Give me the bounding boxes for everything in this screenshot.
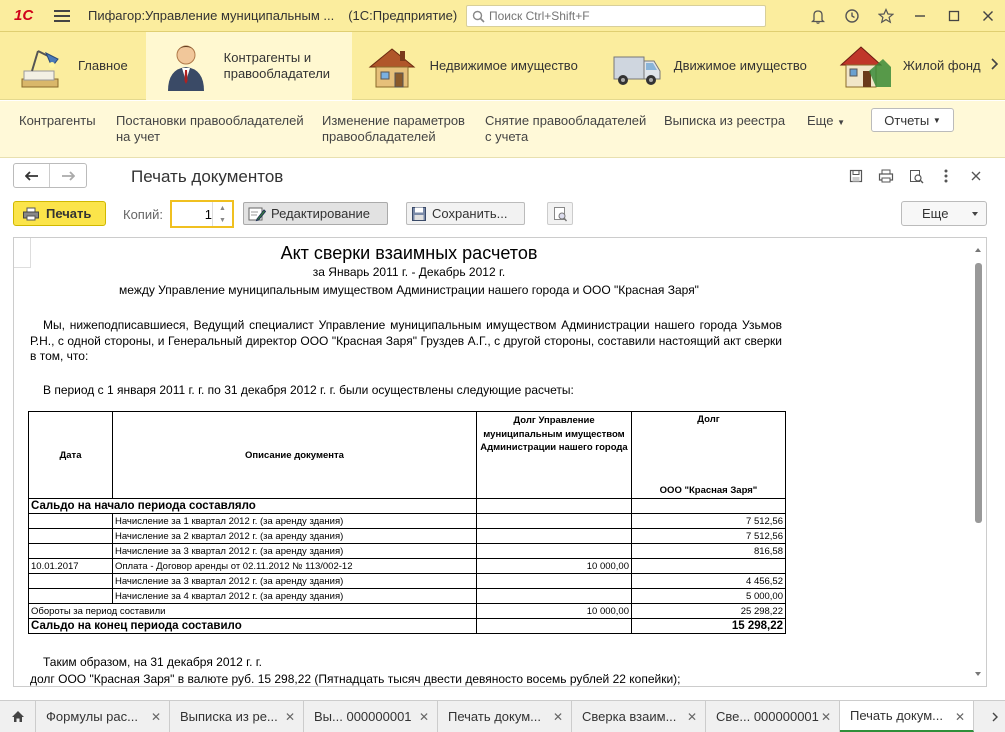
header-description: Описание документа xyxy=(113,412,477,499)
window-tab[interactable]: Сверка взаим... ✕ xyxy=(572,701,706,732)
table-row: Начисление за 3 квартал 2012 г. (за аренду здания) 816,58 xyxy=(29,544,786,559)
form-title: Печать документов xyxy=(131,167,284,186)
turnover-debt-company: 25 298,22 xyxy=(632,604,786,619)
close-form-icon[interactable] xyxy=(961,166,991,186)
window-tab[interactable]: Формулы рас... ✕ xyxy=(36,701,170,732)
scroll-down-icon[interactable] xyxy=(975,672,981,676)
nav-item-parameter-changes[interactable]: Изменение параметров правообладателей xyxy=(322,113,465,144)
chevron-right-icon[interactable] xyxy=(985,701,1005,732)
arrow-right-icon xyxy=(61,171,75,181)
document-title: Акт сверки взаимных расчетов xyxy=(280,243,538,263)
main-menu-icon[interactable] xyxy=(54,10,70,22)
header-debt-company-bottom: ООО "Красная Заря" xyxy=(659,485,758,496)
close-tab-icon[interactable]: ✕ xyxy=(150,710,161,724)
close-icon[interactable] xyxy=(971,0,1005,32)
section-real-estate[interactable] xyxy=(352,32,596,100)
edit-label: Редактирование xyxy=(271,206,371,221)
history-nav xyxy=(13,163,87,188)
spreadsheet-document[interactable] xyxy=(14,238,972,687)
turnover-label: Обороты за период составили xyxy=(29,604,477,619)
scroll-up-icon[interactable] xyxy=(975,248,981,252)
back-button[interactable] xyxy=(14,164,50,187)
search-input[interactable] xyxy=(489,9,759,23)
close-tab-icon[interactable]: ✕ xyxy=(686,710,697,724)
section-label: Недвижимое имущество xyxy=(429,58,578,73)
table-row: Начисление за 4 квартал 2012 г. (за аренду здания) 5 000,00 xyxy=(29,589,786,604)
page-preview-icon xyxy=(553,206,567,222)
app-logo[interactable]: 1С xyxy=(14,6,34,24)
person-icon xyxy=(160,41,212,91)
close-tab-icon[interactable]: ✕ xyxy=(954,710,965,724)
window-tab[interactable]: Выписка из ре... ✕ xyxy=(170,701,304,732)
opening-balance-row xyxy=(29,499,786,514)
history-icon[interactable] xyxy=(835,0,869,32)
caret-down-icon xyxy=(972,212,978,216)
close-tab-icon[interactable]: ✕ xyxy=(284,710,295,724)
copies-input[interactable] xyxy=(176,205,212,223)
spin-down-icon[interactable]: ▼ xyxy=(219,216,226,224)
more-vertical-icon[interactable] xyxy=(931,166,961,186)
scroll-thumb[interactable] xyxy=(975,263,982,523)
table-row: Начисление за 1 квартал 2012 г. (за аренду здания) 7 512,56 xyxy=(29,514,786,529)
search-icon xyxy=(472,10,485,23)
document-conclusion-date: Таким образом, на 31 декабря 2012 г. г. xyxy=(43,655,262,669)
section-movable-property[interactable] xyxy=(596,32,825,100)
table-row: Начисление за 3 квартал 2012 г. (за аренду здания) 4 456,52 xyxy=(29,574,786,589)
edit-toggle-button[interactable] xyxy=(243,202,388,225)
table-row: 10.01.2017 Оплата - Договор аренды от 02.11.2012 № 113/002-12 10 000,00 xyxy=(29,559,786,574)
nav-item-registrations[interactable]: Постановки правообладателей на учет xyxy=(116,113,304,144)
copies-spinner[interactable] xyxy=(212,202,232,226)
nav-item-deregistrations[interactable]: Снятие правообладателей с учета xyxy=(485,113,647,144)
printer-icon xyxy=(22,207,40,221)
close-tab-icon[interactable]: ✕ xyxy=(820,710,831,724)
forward-button[interactable] xyxy=(50,164,86,187)
opening-balance-label: Сальдо на начало периода составляло xyxy=(29,499,477,514)
section-label: Движимое имущество xyxy=(673,58,807,73)
chevron-right-icon[interactable] xyxy=(991,58,999,70)
nav-commands xyxy=(0,101,1005,158)
document-period-line: В период с 1 января 2011 г. г. по 31 декабря 2012 г. г. были осуществлены следующие расчеты: xyxy=(43,383,574,397)
print-preview-icon[interactable] xyxy=(901,166,931,186)
document-parties: между Управление муниципальным имуществом Администрации нашего города и ООО "Красная Заря" xyxy=(119,283,699,297)
bell-icon[interactable] xyxy=(801,0,835,32)
turnover-row xyxy=(29,604,786,619)
copies-label: Копий: xyxy=(123,207,163,222)
closing-balance-row xyxy=(29,619,786,634)
close-tab-icon[interactable]: ✕ xyxy=(418,710,429,724)
section-label: Главное xyxy=(78,58,128,73)
section-label: Контрагенты и правообладатели xyxy=(223,50,331,81)
edit-icon xyxy=(248,206,266,222)
section-main[interactable] xyxy=(0,32,146,100)
reconciliation-table xyxy=(28,411,786,634)
closing-balance-value: 15 298,22 xyxy=(632,619,786,634)
sections-panel xyxy=(0,32,1005,100)
open-windows-bar xyxy=(0,700,1005,732)
document-conclusion-debt: долг ООО "Красная Заря" в валюте руб. 15 298,22 (Пятнадцать тысяч двести девяносто восемь рублей 22 копейки); xyxy=(30,672,681,686)
print-label: Печать xyxy=(46,206,92,221)
residential-house-icon xyxy=(839,41,891,91)
spin-up-icon[interactable]: ▲ xyxy=(219,204,226,212)
star-icon[interactable] xyxy=(869,0,903,32)
page-preview-button[interactable] xyxy=(547,202,573,225)
van-icon xyxy=(610,41,662,91)
nav-more-label: Еще xyxy=(807,113,834,128)
app-title: Пифагор:Управление муниципальным ... xyxy=(88,8,335,23)
turnover-debt-municipal: 10 000,00 xyxy=(477,604,632,619)
reports-button[interactable] xyxy=(871,108,954,132)
nav-item-registry-extract[interactable]: Выписка из реестра xyxy=(664,113,786,128)
reports-label: Отчеты xyxy=(884,112,930,128)
closing-balance-label: Сальдо на конец периода составило xyxy=(29,619,477,634)
caret-down-icon: ▼ xyxy=(932,115,941,125)
caret-down-icon: ▼ xyxy=(837,118,845,127)
global-search[interactable] xyxy=(466,5,766,27)
section-housing-stock[interactable] xyxy=(825,32,999,100)
platform-name: (1С:Предприятие) xyxy=(348,8,458,23)
nav-more-button[interactable] xyxy=(807,113,845,128)
window-tab[interactable]: Вы... 000000001 ✕ xyxy=(304,701,438,732)
table-row: Начисление за 2 квартал 2012 г. (за аренду здания) 7 512,56 xyxy=(29,529,786,544)
document-viewer[interactable] xyxy=(13,237,987,687)
table-header-row xyxy=(29,412,786,499)
print-button[interactable] xyxy=(13,201,106,226)
window-tab-active[interactable]: Печать докум... ✕ xyxy=(840,701,974,732)
header-debt-company-top: Долг xyxy=(697,414,720,425)
window-tab[interactable]: Све... 000000001 ✕ xyxy=(706,701,840,732)
close-tab-icon[interactable]: ✕ xyxy=(552,710,563,724)
copies-field[interactable] xyxy=(170,200,234,228)
save-button[interactable] xyxy=(406,202,525,225)
header-debt-company xyxy=(632,412,786,499)
document-paragraph: Мы, нижеподписавшиеся, Ведущий специалист Управление муниципальным имуществом Администрации нашего города Узьмов Р.Н., с одной стороны, и Генеральный директор ООО "Красная Заря" Груздев А.Г., с другой стороны, составили настоящий акт сверки в том, что: xyxy=(30,318,782,363)
arrow-left-icon xyxy=(25,171,39,181)
maximize-icon[interactable] xyxy=(937,0,971,32)
save-disk-icon xyxy=(411,206,427,222)
section-label: Жилой фонд xyxy=(902,58,981,73)
minimize-icon[interactable] xyxy=(903,0,937,32)
more-actions-button[interactable] xyxy=(901,201,987,226)
nav-item-counterparties[interactable]: Контрагенты xyxy=(19,113,96,128)
header-debt-municipal: Долг Управление муниципальным имуществом Администрации нашего города xyxy=(477,412,632,499)
document-period: за Январь 2011 г. - Декабрь 2012 г. xyxy=(312,265,506,279)
save-disk-icon[interactable] xyxy=(841,166,871,186)
header-date: Дата xyxy=(29,412,113,499)
house-icon xyxy=(366,41,418,91)
home-icon xyxy=(11,710,25,723)
printer-icon[interactable] xyxy=(871,166,901,186)
save-label: Сохранить... xyxy=(432,206,508,221)
more-label: Еще xyxy=(922,206,949,221)
home-tab[interactable] xyxy=(0,701,36,732)
window-tab[interactable]: Печать докум... ✕ xyxy=(438,701,572,732)
section-counterparties[interactable] xyxy=(146,32,352,100)
lamp-icon xyxy=(14,41,66,91)
title-bar xyxy=(0,0,1005,32)
vertical-scrollbar[interactable] xyxy=(971,238,986,686)
